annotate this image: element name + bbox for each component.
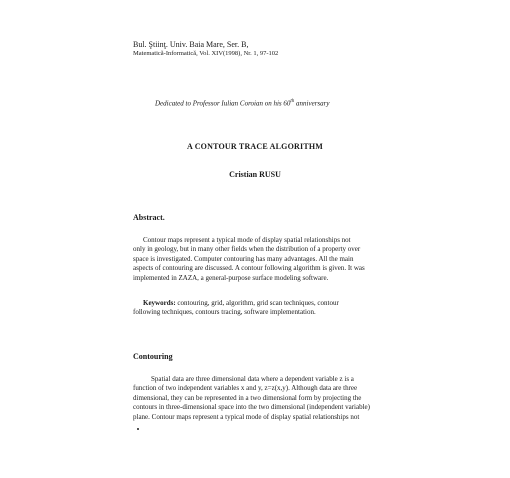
- abstract-heading: Abstract.: [133, 213, 165, 222]
- abstract-line: Contour maps represent a typical mode of display spatial relationships not: [143, 236, 351, 244]
- section-heading: Contouring: [133, 352, 173, 361]
- abstract-line: only in geology, but in many other fields when the distribution of a property over: [133, 245, 361, 254]
- body-line: contours in three-dimensional space into the two dimensional (independent variable): [133, 403, 370, 412]
- section-body: [133, 375, 391, 422]
- keywords-line: contouring, grid, algorithm, grid scan techniques, contour: [175, 299, 339, 307]
- dedication-tail: anniversary: [294, 99, 330, 108]
- paper-title: A CONTOUR TRACE ALGORITHM: [186, 142, 324, 151]
- abstract-line: implemented in ZAZA, a general-purpose surface modeling software.: [133, 273, 329, 282]
- keywords-line: following techniques, contours tracing, software implementation.: [133, 308, 316, 317]
- paper-author: Cristian RUSU: [229, 170, 281, 179]
- keywords-label: Keywords:: [143, 299, 176, 307]
- dedication-text: Dedicated to Professor Iulian Coroian on his 60: [155, 99, 291, 108]
- body-line: Spatial data are three dimensional data where a dependent variable z is a: [151, 375, 354, 383]
- keywords: [133, 299, 391, 318]
- dedication: [155, 99, 330, 107]
- body-line: plane. Contour maps represent a typical mode of display spatial relationships not: [133, 412, 360, 421]
- journal-name: Bul. Ştiinţ. Univ. Baia Mare, Ser. B,: [133, 40, 249, 49]
- dedication-sup: th: [290, 99, 295, 104]
- body-line: function of two independent variables x and y, z=z(x,y). Although data are three: [133, 384, 358, 393]
- body-line: dimensional, they can be represented in a two dimensional form by projecting the: [133, 393, 362, 402]
- abstract-line: space is investigated. Computer contouring has many advantages. All the main: [133, 254, 354, 263]
- abstract-body: [133, 236, 391, 283]
- scan-speck: [137, 428, 139, 430]
- abstract-line: aspects of contouring are discussed. A contour following algorithm is given. It was: [133, 264, 365, 273]
- journal-series: Matematică-Informatică, Vol. XIV(1998), Nr. 1, 97-102: [133, 50, 279, 57]
